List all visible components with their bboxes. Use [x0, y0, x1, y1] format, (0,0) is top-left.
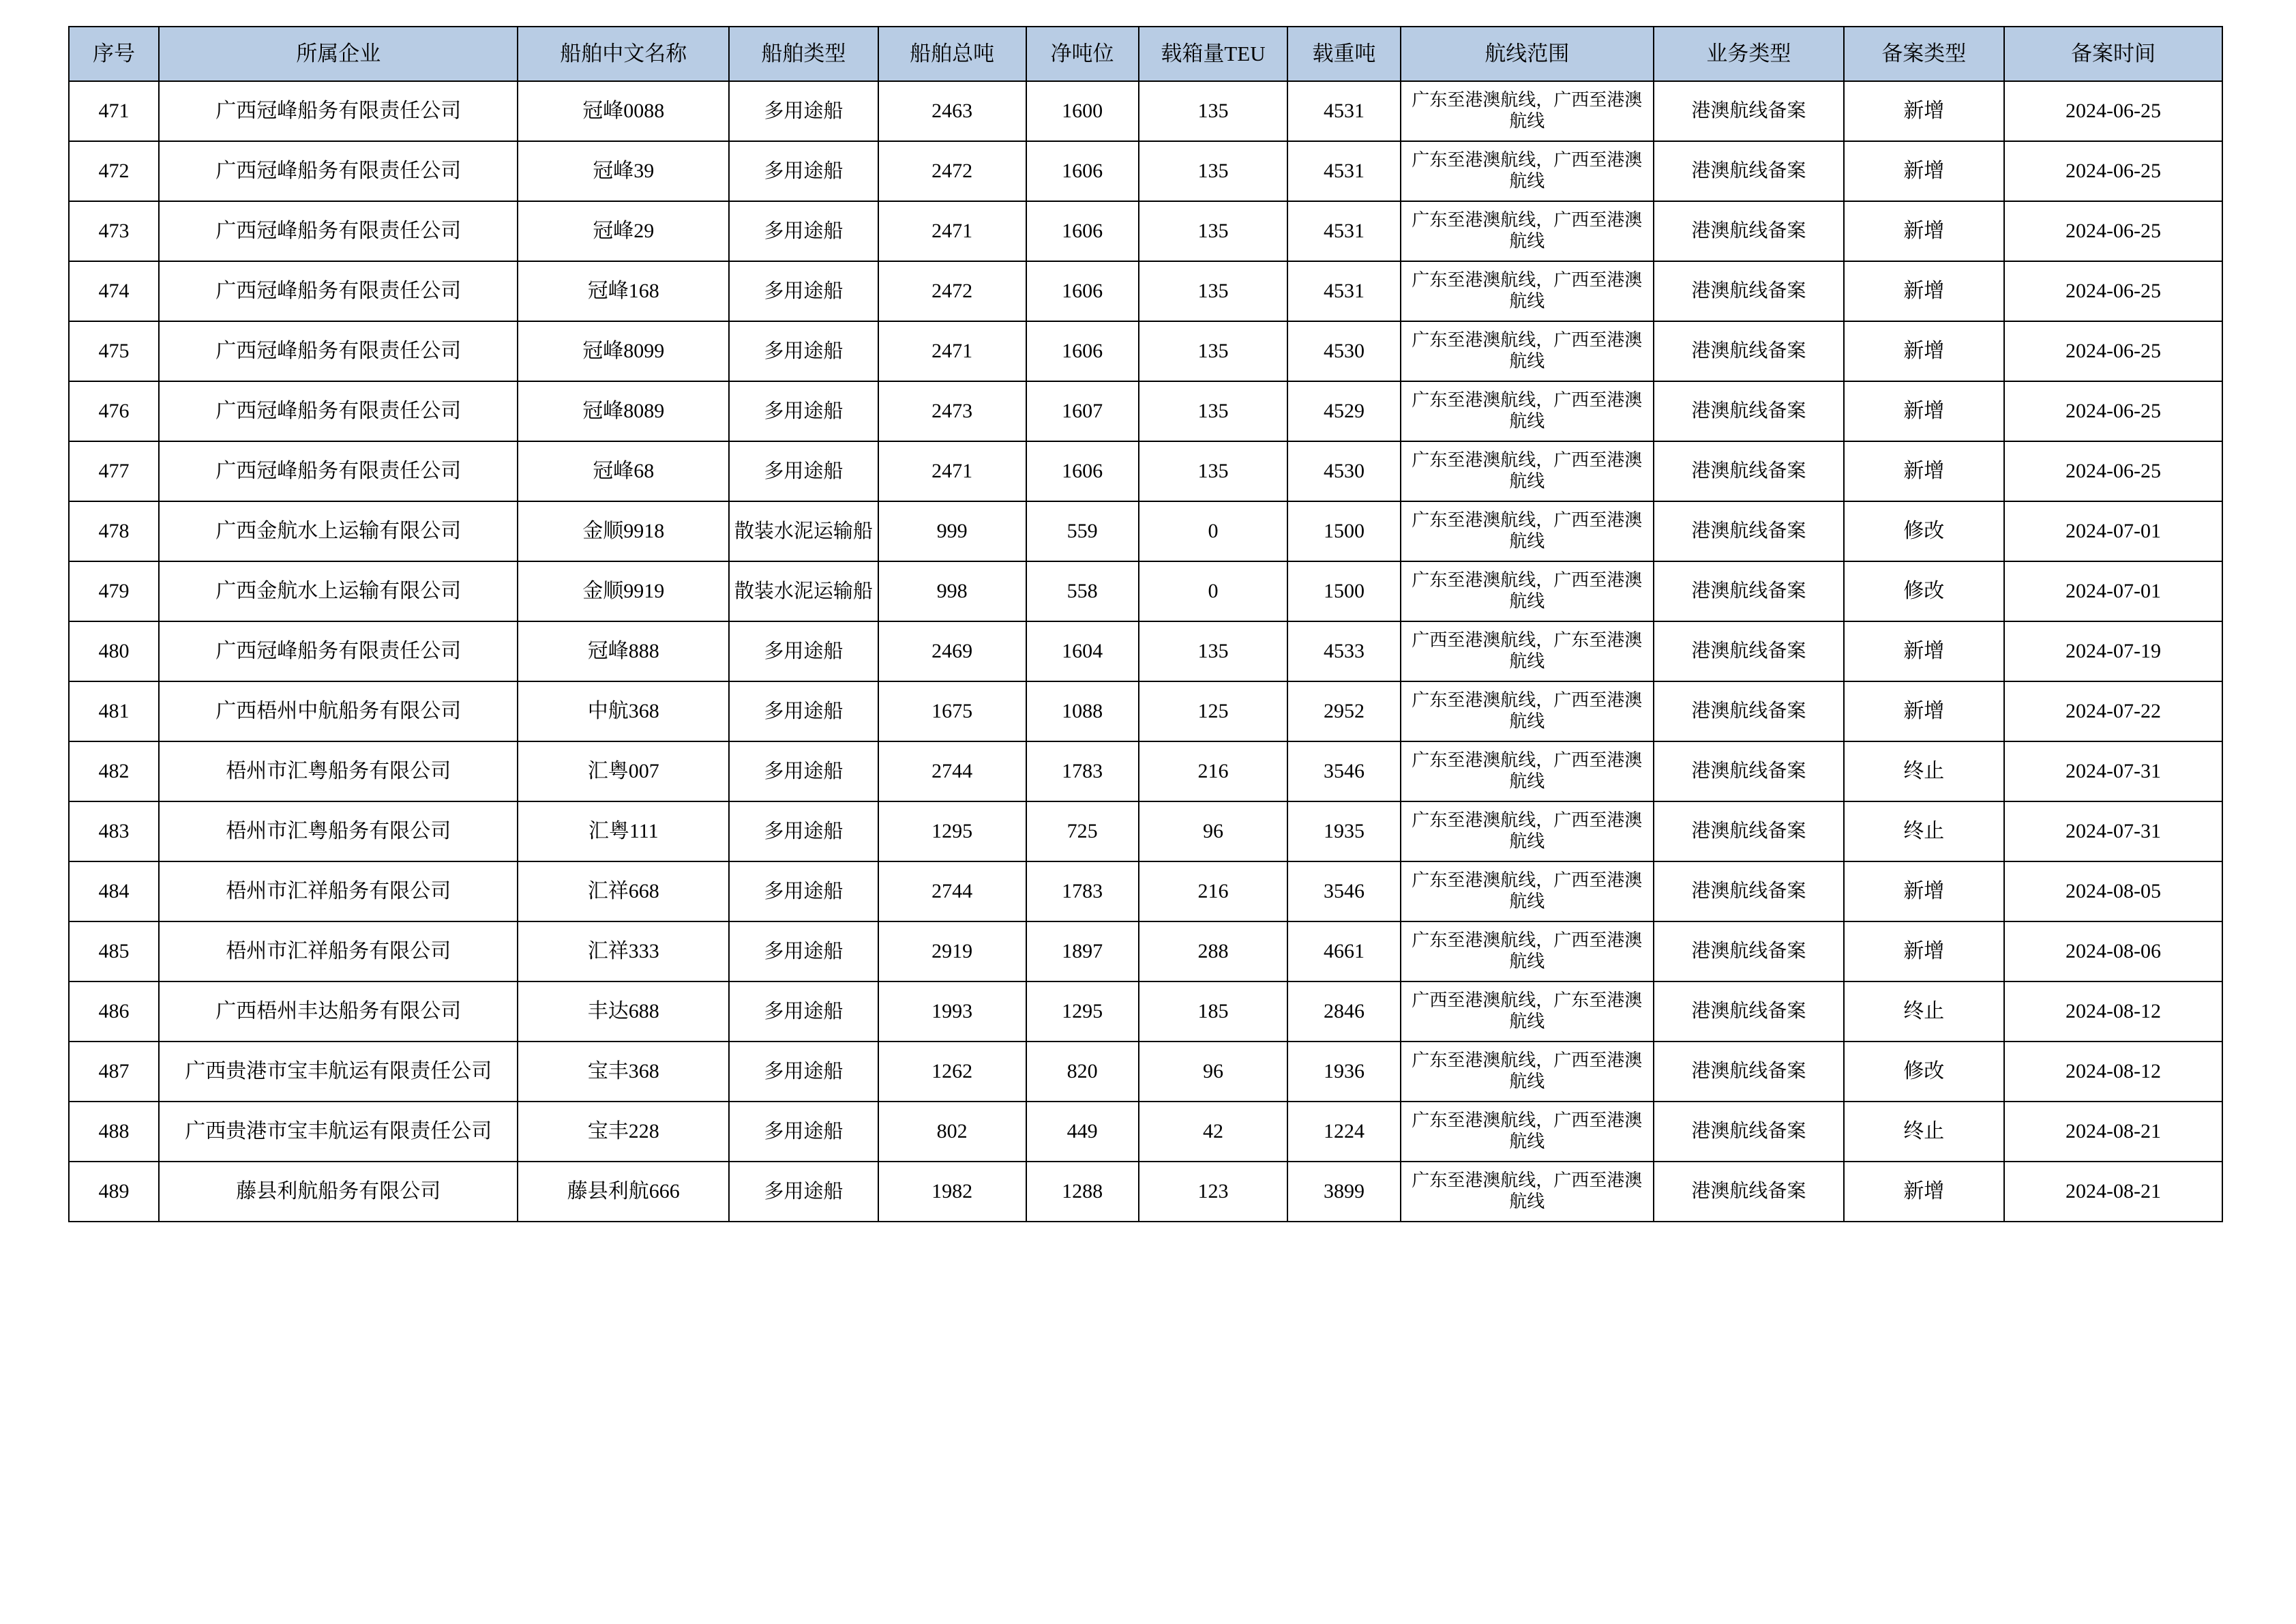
cell-record-type: 新增 [1844, 381, 2004, 441]
cell-company: 广西梧州丰达船务有限公司 [159, 981, 518, 1042]
cell-record-date: 2024-07-31 [2004, 801, 2222, 861]
cell-teu: 123 [1139, 1162, 1288, 1222]
cell-vessel-name: 汇祥333 [518, 921, 729, 981]
cell-business-type: 港澳航线备案 [1654, 261, 1844, 321]
cell-record-type: 新增 [1844, 621, 2004, 681]
table-row [69, 201, 2222, 261]
cell-route: 广东至港澳航线，广西至港澳航线 [1401, 681, 1654, 741]
cell-deadweight: 4530 [1287, 321, 1400, 381]
cell-route: 广东至港澳航线，广西至港澳航线 [1401, 921, 1654, 981]
cell-deadweight: 2952 [1287, 681, 1400, 741]
cell-vessel-type: 多用途船 [729, 1042, 878, 1102]
cell-seq: 485 [69, 921, 159, 981]
cell-vessel-type: 散装水泥运输船 [729, 561, 878, 621]
cell-seq: 489 [69, 1162, 159, 1222]
cell-company: 梧州市汇祥船务有限公司 [159, 861, 518, 921]
cell-business-type: 港澳航线备案 [1654, 81, 1844, 141]
cell-vessel-type: 多用途船 [729, 321, 878, 381]
cell-route: 广东至港澳航线，广西至港澳航线 [1401, 1102, 1654, 1162]
table-row [69, 261, 2222, 321]
cell-route: 广西至港澳航线，广东至港澳航线 [1401, 621, 1654, 681]
cell-deadweight: 3899 [1287, 1162, 1400, 1222]
cell-teu: 42 [1139, 1102, 1288, 1162]
cell-record-date: 2024-06-25 [2004, 261, 2222, 321]
cell-teu: 0 [1139, 501, 1288, 561]
cell-gross-tonnage: 1982 [878, 1162, 1026, 1222]
cell-route: 广东至港澳航线，广西至港澳航线 [1401, 441, 1654, 501]
cell-deadweight: 3546 [1287, 861, 1400, 921]
cell-record-type: 新增 [1844, 861, 2004, 921]
cell-record-type-highlighted: 终止 [1844, 981, 2004, 1042]
cell-business-type: 港澳航线备案 [1654, 1102, 1844, 1162]
cell-route: 广西至港澳航线，广东至港澳航线 [1401, 981, 1654, 1042]
cell-vessel-type: 多用途船 [729, 681, 878, 741]
cell-company: 广西冠峰船务有限责任公司 [159, 261, 518, 321]
cell-net-tonnage: 1783 [1026, 861, 1139, 921]
cell-record-type: 新增 [1844, 201, 2004, 261]
cell-teu: 185 [1139, 981, 1288, 1042]
column-header-seq: 序号 [69, 27, 159, 81]
cell-record-date: 2024-08-12 [2004, 1042, 2222, 1102]
cell-vessel-name: 冠峰168 [518, 261, 729, 321]
cell-deadweight: 4529 [1287, 381, 1400, 441]
cell-route: 广东至港澳航线，广西至港澳航线 [1401, 261, 1654, 321]
cell-vessel-name: 汇粤007 [518, 741, 729, 801]
cell-record-type: 新增 [1844, 441, 2004, 501]
cell-vessel-name: 冠峰39 [518, 141, 729, 201]
cell-teu: 135 [1139, 441, 1288, 501]
cell-record-type: 新增 [1844, 141, 2004, 201]
cell-seq: 473 [69, 201, 159, 261]
cell-vessel-type: 多用途船 [729, 921, 878, 981]
cell-company: 广西冠峰船务有限责任公司 [159, 81, 518, 141]
cell-teu: 135 [1139, 321, 1288, 381]
cell-record-type: 新增 [1844, 81, 2004, 141]
column-header-net-tonnage: 净吨位 [1026, 27, 1139, 81]
cell-route: 广东至港澳航线，广西至港澳航线 [1401, 741, 1654, 801]
cell-vessel-name: 宝丰228 [518, 1102, 729, 1162]
cell-vessel-name: 冠峰8099 [518, 321, 729, 381]
cell-seq: 479 [69, 561, 159, 621]
cell-net-tonnage: 1783 [1026, 741, 1139, 801]
cell-net-tonnage: 1606 [1026, 141, 1139, 201]
cell-teu: 135 [1139, 261, 1288, 321]
column-header-teu: 载箱量TEU [1139, 27, 1288, 81]
cell-net-tonnage: 1288 [1026, 1162, 1139, 1222]
cell-company: 藤县利航船务有限公司 [159, 1162, 518, 1222]
cell-gross-tonnage: 2469 [878, 621, 1026, 681]
cell-business-type: 港澳航线备案 [1654, 681, 1844, 741]
cell-business-type: 港澳航线备案 [1654, 861, 1844, 921]
cell-gross-tonnage: 2744 [878, 861, 1026, 921]
cell-teu: 96 [1139, 801, 1288, 861]
cell-record-date: 2024-06-25 [2004, 381, 2222, 441]
cell-gross-tonnage: 998 [878, 561, 1026, 621]
cell-company: 梧州市汇祥船务有限公司 [159, 921, 518, 981]
table-row [69, 81, 2222, 141]
cell-record-date: 2024-06-25 [2004, 201, 2222, 261]
column-header-company: 所属企业 [159, 27, 518, 81]
cell-net-tonnage: 820 [1026, 1042, 1139, 1102]
cell-net-tonnage: 1607 [1026, 381, 1139, 441]
cell-gross-tonnage: 2472 [878, 141, 1026, 201]
cell-deadweight: 4531 [1287, 141, 1400, 201]
cell-record-date: 2024-08-06 [2004, 921, 2222, 981]
cell-deadweight: 2846 [1287, 981, 1400, 1042]
cell-business-type: 港澳航线备案 [1654, 621, 1844, 681]
cell-net-tonnage: 558 [1026, 561, 1139, 621]
cell-company: 广西冠峰船务有限责任公司 [159, 141, 518, 201]
cell-teu: 135 [1139, 81, 1288, 141]
cell-record-type-highlighted: 终止 [1844, 1102, 2004, 1162]
cell-deadweight: 1500 [1287, 501, 1400, 561]
cell-route: 广东至港澳航线，广西至港澳航线 [1401, 501, 1654, 561]
cell-record-type: 新增 [1844, 321, 2004, 381]
cell-gross-tonnage: 2463 [878, 81, 1026, 141]
cell-net-tonnage: 1897 [1026, 921, 1139, 981]
cell-route: 广东至港澳航线，广西至港澳航线 [1401, 141, 1654, 201]
cell-gross-tonnage: 1262 [878, 1042, 1026, 1102]
column-header-deadweight: 载重吨 [1287, 27, 1400, 81]
cell-vessel-name: 宝丰368 [518, 1042, 729, 1102]
cell-teu: 135 [1139, 141, 1288, 201]
cell-vessel-name: 汇粤111 [518, 801, 729, 861]
table-row [69, 1102, 2222, 1162]
cell-company: 梧州市汇粤船务有限公司 [159, 801, 518, 861]
table-body [69, 81, 2222, 1222]
cell-company: 广西贵港市宝丰航运有限责任公司 [159, 1042, 518, 1102]
cell-gross-tonnage: 1993 [878, 981, 1026, 1042]
cell-vessel-type: 多用途船 [729, 981, 878, 1042]
cell-net-tonnage: 1604 [1026, 621, 1139, 681]
cell-vessel-type: 多用途船 [729, 201, 878, 261]
cell-vessel-name: 藤县利航666 [518, 1162, 729, 1222]
column-header-vessel-type: 船舶类型 [729, 27, 878, 81]
table-row [69, 981, 2222, 1042]
cell-teu: 135 [1139, 381, 1288, 441]
cell-teu: 135 [1139, 621, 1288, 681]
vessel-record-table [68, 26, 2223, 1222]
table-row [69, 681, 2222, 741]
table-row [69, 141, 2222, 201]
cell-record-type: 修改 [1844, 1042, 2004, 1102]
cell-vessel-name: 金顺9919 [518, 561, 729, 621]
cell-vessel-type: 多用途船 [729, 1162, 878, 1222]
cell-record-date: 2024-06-25 [2004, 321, 2222, 381]
cell-seq: 483 [69, 801, 159, 861]
cell-deadweight: 4531 [1287, 81, 1400, 141]
table-row [69, 1162, 2222, 1222]
cell-company: 广西冠峰船务有限责任公司 [159, 441, 518, 501]
table-row [69, 441, 2222, 501]
table-header-row [69, 27, 2222, 81]
cell-vessel-type: 多用途船 [729, 801, 878, 861]
cell-vessel-name: 丰达688 [518, 981, 729, 1042]
cell-gross-tonnage: 2744 [878, 741, 1026, 801]
cell-business-type: 港澳航线备案 [1654, 561, 1844, 621]
cell-record-date: 2024-06-25 [2004, 81, 2222, 141]
cell-company: 广西冠峰船务有限责任公司 [159, 381, 518, 441]
cell-gross-tonnage: 1675 [878, 681, 1026, 741]
cell-net-tonnage: 1600 [1026, 81, 1139, 141]
table-row [69, 741, 2222, 801]
cell-route: 广东至港澳航线，广西至港澳航线 [1401, 561, 1654, 621]
column-header-record-type: 备案类型 [1844, 27, 2004, 81]
cell-deadweight: 1224 [1287, 1102, 1400, 1162]
cell-seq: 482 [69, 741, 159, 801]
cell-record-date: 2024-08-05 [2004, 861, 2222, 921]
cell-teu: 216 [1139, 741, 1288, 801]
cell-deadweight: 4533 [1287, 621, 1400, 681]
cell-vessel-type: 多用途船 [729, 81, 878, 141]
cell-deadweight: 3546 [1287, 741, 1400, 801]
cell-seq: 484 [69, 861, 159, 921]
cell-teu: 216 [1139, 861, 1288, 921]
table-row [69, 1042, 2222, 1102]
cell-seq: 474 [69, 261, 159, 321]
cell-business-type: 港澳航线备案 [1654, 801, 1844, 861]
cell-vessel-type: 多用途船 [729, 1102, 878, 1162]
cell-vessel-type: 多用途船 [729, 621, 878, 681]
cell-teu: 135 [1139, 201, 1288, 261]
cell-business-type: 港澳航线备案 [1654, 201, 1844, 261]
cell-record-date: 2024-07-01 [2004, 501, 2222, 561]
cell-deadweight: 4661 [1287, 921, 1400, 981]
cell-gross-tonnage: 2471 [878, 201, 1026, 261]
cell-business-type: 港澳航线备案 [1654, 1042, 1844, 1102]
cell-net-tonnage: 1295 [1026, 981, 1139, 1042]
cell-gross-tonnage: 2472 [878, 261, 1026, 321]
cell-vessel-type: 散装水泥运输船 [729, 501, 878, 561]
cell-record-date: 2024-08-21 [2004, 1162, 2222, 1222]
cell-seq: 475 [69, 321, 159, 381]
cell-seq: 486 [69, 981, 159, 1042]
cell-record-date: 2024-07-31 [2004, 741, 2222, 801]
cell-record-type: 新增 [1844, 261, 2004, 321]
table-row [69, 921, 2222, 981]
cell-vessel-name: 中航368 [518, 681, 729, 741]
cell-vessel-type: 多用途船 [729, 861, 878, 921]
cell-record-date: 2024-06-25 [2004, 141, 2222, 201]
cell-seq: 487 [69, 1042, 159, 1102]
cell-vessel-name: 金顺9918 [518, 501, 729, 561]
cell-company: 广西贵港市宝丰航运有限责任公司 [159, 1102, 518, 1162]
cell-deadweight: 4531 [1287, 201, 1400, 261]
column-header-route: 航线范围 [1401, 27, 1654, 81]
cell-gross-tonnage: 2471 [878, 441, 1026, 501]
cell-seq: 480 [69, 621, 159, 681]
cell-route: 广东至港澳航线，广西至港澳航线 [1401, 381, 1654, 441]
cell-company: 广西冠峰船务有限责任公司 [159, 321, 518, 381]
cell-deadweight: 4530 [1287, 441, 1400, 501]
cell-gross-tonnage: 2473 [878, 381, 1026, 441]
cell-net-tonnage: 559 [1026, 501, 1139, 561]
column-header-business-type: 业务类型 [1654, 27, 1844, 81]
cell-route: 广东至港澳航线，广西至港澳航线 [1401, 1042, 1654, 1102]
cell-business-type: 港澳航线备案 [1654, 1162, 1844, 1222]
column-header-record-date: 备案时间 [2004, 27, 2222, 81]
cell-seq: 476 [69, 381, 159, 441]
cell-business-type: 港澳航线备案 [1654, 501, 1844, 561]
cell-business-type: 港澳航线备案 [1654, 321, 1844, 381]
cell-business-type: 港澳航线备案 [1654, 981, 1844, 1042]
table-row [69, 561, 2222, 621]
cell-company: 广西冠峰船务有限责任公司 [159, 201, 518, 261]
cell-gross-tonnage: 999 [878, 501, 1026, 561]
cell-net-tonnage: 1606 [1026, 321, 1139, 381]
cell-vessel-name: 冠峰888 [518, 621, 729, 681]
cell-record-date: 2024-07-01 [2004, 561, 2222, 621]
cell-vessel-name: 冠峰29 [518, 201, 729, 261]
cell-business-type: 港澳航线备案 [1654, 741, 1844, 801]
cell-vessel-type: 多用途船 [729, 381, 878, 441]
cell-record-date: 2024-08-21 [2004, 1102, 2222, 1162]
cell-vessel-type: 多用途船 [729, 441, 878, 501]
cell-teu: 125 [1139, 681, 1288, 741]
cell-record-date: 2024-06-25 [2004, 441, 2222, 501]
cell-company: 梧州市汇粤船务有限公司 [159, 741, 518, 801]
cell-deadweight: 1500 [1287, 561, 1400, 621]
cell-vessel-name: 冠峰68 [518, 441, 729, 501]
cell-record-type-highlighted: 终止 [1844, 741, 2004, 801]
cell-record-type: 修改 [1844, 561, 2004, 621]
cell-seq: 471 [69, 81, 159, 141]
column-header-vessel-name: 船舶中文名称 [518, 27, 729, 81]
cell-seq: 477 [69, 441, 159, 501]
cell-deadweight: 1936 [1287, 1042, 1400, 1102]
column-header-gross-tonnage: 船舶总吨 [878, 27, 1026, 81]
cell-vessel-name: 冠峰8089 [518, 381, 729, 441]
cell-company: 广西冠峰船务有限责任公司 [159, 621, 518, 681]
cell-net-tonnage: 725 [1026, 801, 1139, 861]
cell-vessel-type: 多用途船 [729, 741, 878, 801]
cell-business-type: 港澳航线备案 [1654, 381, 1844, 441]
cell-seq: 488 [69, 1102, 159, 1162]
cell-deadweight: 1935 [1287, 801, 1400, 861]
table-row [69, 621, 2222, 681]
cell-record-type: 新增 [1844, 1162, 2004, 1222]
cell-company: 广西金航水上运输有限公司 [159, 561, 518, 621]
cell-seq: 481 [69, 681, 159, 741]
table-row [69, 801, 2222, 861]
cell-business-type: 港澳航线备案 [1654, 141, 1844, 201]
cell-gross-tonnage: 2471 [878, 321, 1026, 381]
table-row [69, 861, 2222, 921]
cell-route: 广东至港澳航线，广西至港澳航线 [1401, 801, 1654, 861]
cell-vessel-type: 多用途船 [729, 141, 878, 201]
cell-business-type: 港澳航线备案 [1654, 921, 1844, 981]
cell-net-tonnage: 1606 [1026, 261, 1139, 321]
cell-vessel-type: 多用途船 [729, 261, 878, 321]
cell-record-type-highlighted: 终止 [1844, 801, 2004, 861]
cell-deadweight: 4531 [1287, 261, 1400, 321]
cell-vessel-name: 汇祥668 [518, 861, 729, 921]
cell-gross-tonnage: 1295 [878, 801, 1026, 861]
cell-record-type: 新增 [1844, 921, 2004, 981]
cell-teu: 0 [1139, 561, 1288, 621]
cell-route: 广东至港澳航线，广西至港澳航线 [1401, 201, 1654, 261]
cell-net-tonnage: 1088 [1026, 681, 1139, 741]
cell-record-date: 2024-08-12 [2004, 981, 2222, 1042]
table-row [69, 501, 2222, 561]
cell-record-date: 2024-07-19 [2004, 621, 2222, 681]
cell-net-tonnage: 1606 [1026, 441, 1139, 501]
cell-teu: 288 [1139, 921, 1288, 981]
cell-seq: 472 [69, 141, 159, 201]
cell-company: 广西梧州中航船务有限公司 [159, 681, 518, 741]
cell-route: 广东至港澳航线，广西至港澳航线 [1401, 861, 1654, 921]
table-row [69, 321, 2222, 381]
cell-route: 广东至港澳航线，广西至港澳航线 [1401, 321, 1654, 381]
cell-company: 广西金航水上运输有限公司 [159, 501, 518, 561]
cell-record-date: 2024-07-22 [2004, 681, 2222, 741]
cell-net-tonnage: 1606 [1026, 201, 1139, 261]
cell-route: 广东至港澳航线，广西至港澳航线 [1401, 81, 1654, 141]
cell-route: 广东至港澳航线，广西至港澳航线 [1401, 1162, 1654, 1222]
cell-net-tonnage: 449 [1026, 1102, 1139, 1162]
cell-gross-tonnage: 802 [878, 1102, 1026, 1162]
cell-business-type: 港澳航线备案 [1654, 441, 1844, 501]
cell-record-type: 修改 [1844, 501, 2004, 561]
cell-seq: 478 [69, 501, 159, 561]
cell-gross-tonnage: 2919 [878, 921, 1026, 981]
cell-teu: 96 [1139, 1042, 1288, 1102]
cell-vessel-name: 冠峰0088 [518, 81, 729, 141]
table-row [69, 381, 2222, 441]
cell-record-type: 新增 [1844, 681, 2004, 741]
